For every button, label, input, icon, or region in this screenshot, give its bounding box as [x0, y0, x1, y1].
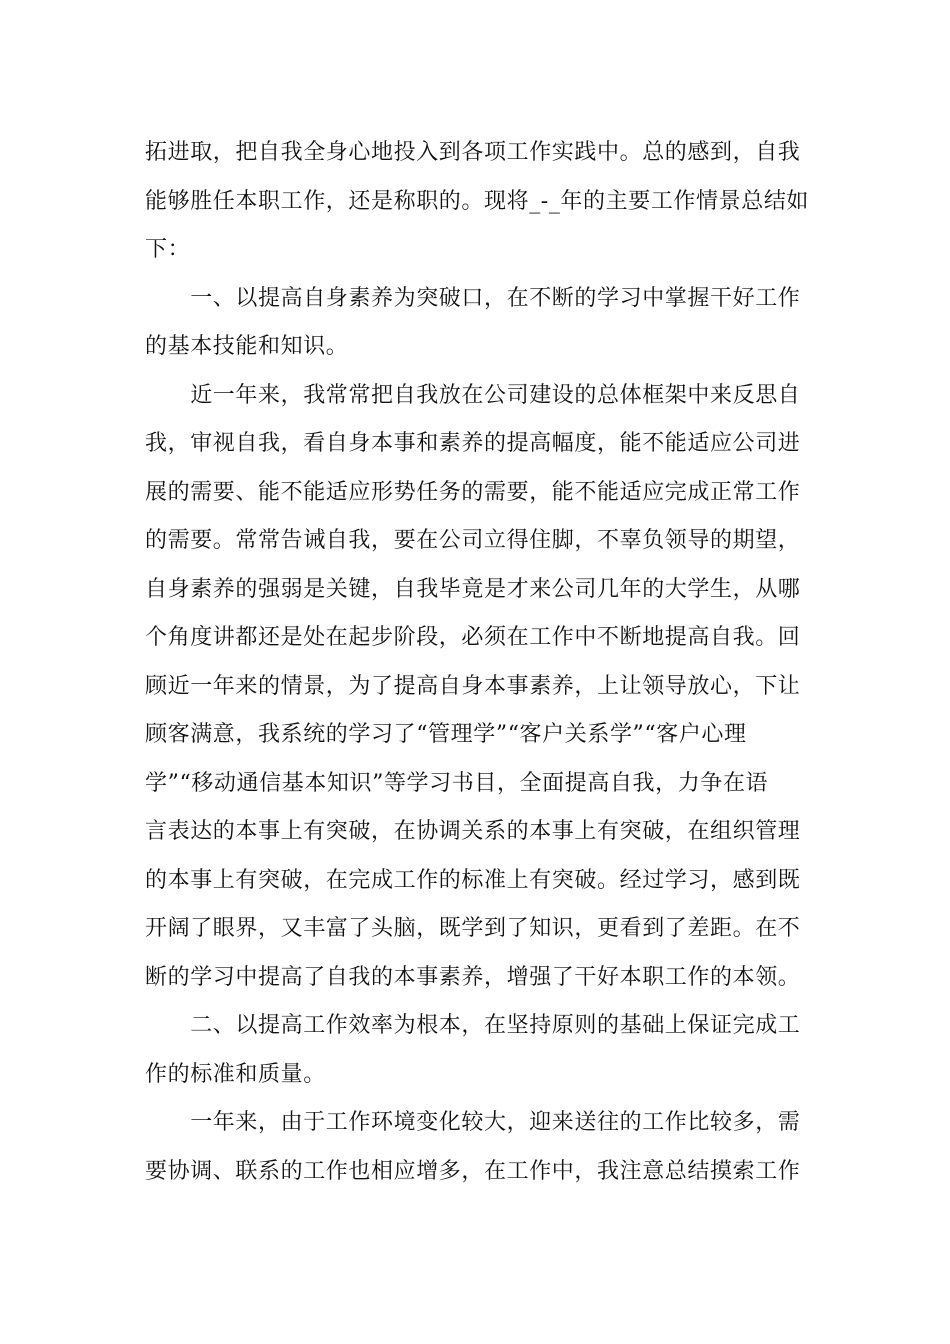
section-heading-line: 一、以提高自身素养为突破口，在不断的学习中掌握干好工作	[145, 285, 801, 311]
text-line: 拓进取，把自我全身心地投入到各项工作实践中。总的感到，自我	[145, 140, 801, 165]
text-line: 我，审视自我，看自身本事和素养的提高幅度，能不能适应公司进	[145, 431, 801, 456]
section-heading-line: 二、以提高工作效率为根本，在坚持原则的基础上保证完成工	[145, 1013, 801, 1038]
text-line: 言表达的本事上有突破，在协调关系的本事上有突破，在组织管理	[145, 819, 801, 844]
text-line: 的本事上有突破，在完成工作的标准上有突破。经过学习，感到既	[145, 867, 801, 893]
text-line: 断的学习中提高了自我的本事素养，增强了干好本职工作的本领。	[145, 964, 801, 990]
document-body	[145, 129, 825, 1196]
text-line: 的需要。常常告诫自我，要在公司立得住脚，不辜负领导的期望，	[145, 528, 801, 553]
text-line: 顾近一年来的情景，为了提高自身本事素养，上让领导放心，下让	[145, 673, 801, 699]
text-line: 顾客满意，我系统的学习了“管理学”“客户关系学”“客户心理	[145, 722, 747, 747]
text-line: 下：	[145, 237, 191, 262]
text-line: 开阔了眼界，又丰富了头脑，既学到了知识，更看到了差距。在不	[145, 916, 801, 941]
text-line: 学”“移动通信基本知识”等学习书目，全面提高自我，力争在语	[145, 770, 769, 796]
section-heading-line: 作的标准和质量。	[145, 1061, 326, 1087]
text-line: 自身素养的强弱是关键，自我毕竟是才来公司几年的大学生，从哪	[145, 576, 801, 602]
text-line: 能够胜任本职工作，还是称职的。现将_-_年的主要工作情景总结如	[145, 188, 810, 214]
section-heading-line: 的基本技能和知识。	[145, 334, 349, 359]
text-line: 一年来，由于工作环境变化较大，迎来送往的工作比较多，需	[145, 1110, 801, 1135]
text-line: 要协调、联系的工作也相应增多，在工作中，我注意总结摸索工作	[145, 1158, 801, 1184]
text-line: 近一年来，我常常把自我放在公司建设的总体框架中来反思自	[145, 382, 801, 408]
text-line: 展的需要、能不能适应形势任务的需要，能不能适应完成正常工作	[145, 479, 801, 505]
text-line: 个角度讲都还是处在起步阶段，必须在工作中不断地提高自我。回	[145, 625, 801, 650]
